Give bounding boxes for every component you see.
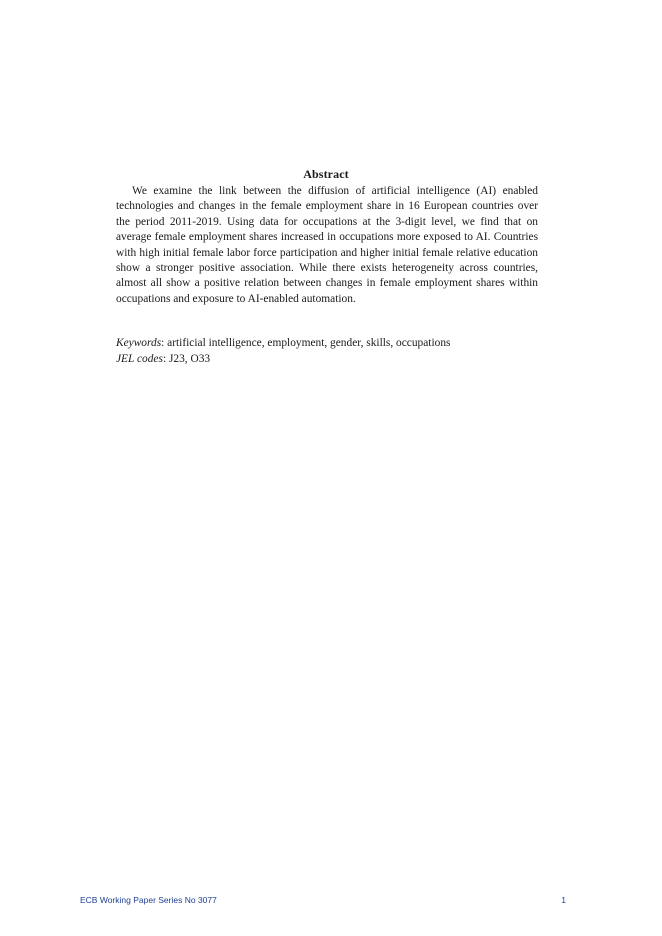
jel-codes-label: JEL codes [116, 353, 163, 365]
footer-series-title: ECB Working Paper Series No 3077 [80, 895, 217, 905]
jel-codes-line [116, 352, 210, 367]
abstract-text: We examine the link between the diffusion of artificial intelligence (AI) enabled technologies and changes in the female employment share in 16 European countries over the period 2011-2019. Using data for occupations at the 3-digit level, we find that on average female employment shares increased in occupations more exposed to AI. Countries with high initial female labor force participation and higher initial female relative education show a stronger positive association. While there exists heterogeneity across countries, almost all show a positive relation between changes in female employment shares within occupations and exposure to AI-enabled automation. [116, 185, 538, 305]
jel-colon: : [162, 353, 167, 365]
keywords-line [116, 336, 450, 351]
footer-page-number: 1 [561, 895, 566, 905]
abstract-heading: Abstract [303, 167, 349, 181]
keywords-value: artificial intelligence, employment, gender, skills, occupations [167, 337, 451, 349]
keywords-label: Keywords [116, 337, 162, 349]
jel-codes-value: J23, O33 [168, 353, 211, 365]
keywords-colon: : [161, 337, 165, 349]
